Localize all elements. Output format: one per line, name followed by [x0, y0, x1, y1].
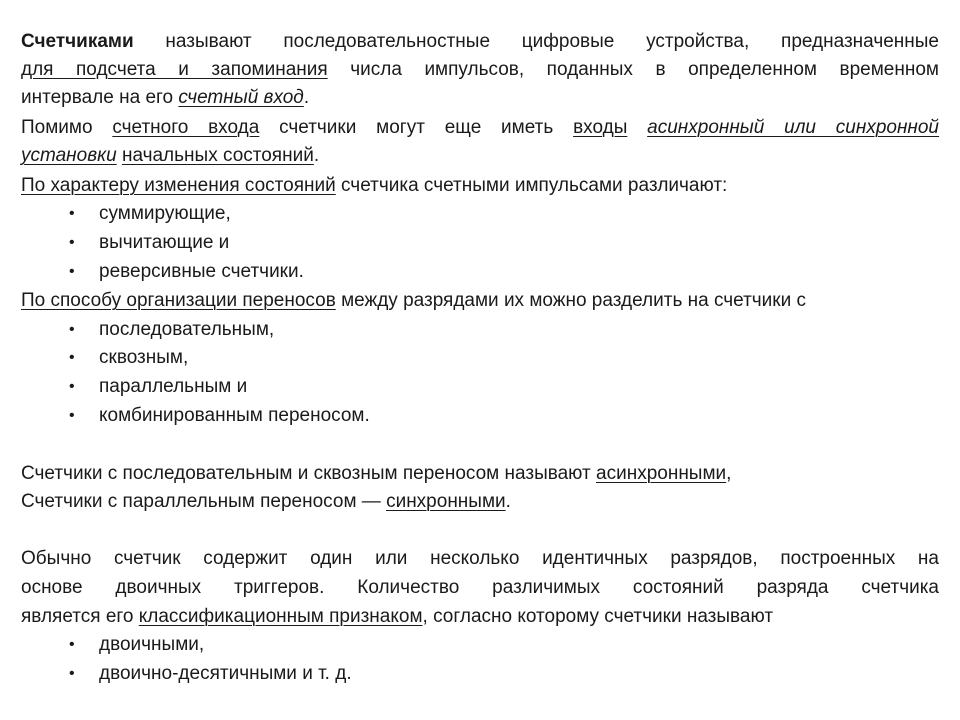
bullet-icon: •: [69, 321, 75, 338]
p4-heading: По способу организации переносов между разрядами их можно разделить на счетчики с: [21, 290, 807, 311]
p2-line-1: Помимо счетного входа счетчики могут еще иметь входы асинхронный или синхронной: [21, 117, 940, 138]
bullet-icon: •: [69, 205, 75, 222]
p3-heading: По характеру изменения состояний счетчика счетными импульсами различают:: [21, 175, 728, 196]
p6-line-2: основе двоичных триггеров. Количество различимых состояний разряда счетчика: [21, 577, 939, 598]
p2-line-2: установки начальных состояний.: [21, 145, 320, 166]
p5-line-1: Счетчики с последовательным и сквозным переносом называют асинхронными,: [21, 463, 732, 484]
bullet-icon: •: [69, 234, 75, 251]
slide-page: Счетчиками называют последовательностные цифровые устройства, предназначенные для подсчета и запоминания числа импульсов, поданных в определенном временном интервале на его счетный вход. Помимо счетного входа счетчики могут еще иметь входы асинхронный или синхронной установки начальных состояний. По характеру изменения состояний счетчика счетными импульсами различают: • суммирующие, • вычитающие и • реверсивные счетчики. По способу организации переносов между разрядами их можно разделить на счетчики с • последовательным, • сквозным, • параллельным и • комбинированным переносом. Счетчики с последовательным и сквозным переносом называют асинхронными, Счетчики с параллельным переносом — синхронными. Обычно счетчик содержит один или несколько идентичных разрядов, построенных на основе двоичных триггеров. Количество различимых состояний разряда счетчика является его классификационным признаком, согласно которому счетчики называют • двоичными, • двоично-десятичными и т. д.: [21, 31, 940, 684]
bullet-icon: •: [69, 407, 75, 424]
term-classification: классификационным признаком: [138, 606, 423, 627]
p6-line-1: Обычно счетчик содержит один или несколько идентичных разрядов, построенных на: [21, 548, 939, 569]
term-count-input: счетный вход: [178, 87, 304, 108]
p6-line-3: является его классификационным признаком, согласно которому счетчики называют: [21, 606, 774, 627]
p5-line-2: Счетчики с параллельным переносом — синхронными.: [21, 491, 511, 512]
p1-line-2: для подсчета и запоминания числа импульсов, поданных в определенном временном: [21, 59, 939, 80]
term-async: асинхронными: [596, 463, 727, 484]
bullet-icon: •: [69, 263, 75, 280]
p1-line-3: интервале на его счетный вход.: [21, 87, 310, 108]
underlined-phrase: для подсчета и запоминания: [21, 59, 328, 80]
bullet-icon: •: [69, 378, 75, 395]
bullet-icon: •: [69, 665, 75, 682]
p1-line-1: Счетчиками называют последовательностные цифровые устройства, предназначенные: [21, 31, 939, 52]
term-counters: Счетчиками: [21, 31, 134, 52]
term-sync: синхронными: [386, 491, 506, 512]
bullet-icon: •: [69, 636, 75, 653]
bullet-icon: •: [69, 349, 75, 366]
